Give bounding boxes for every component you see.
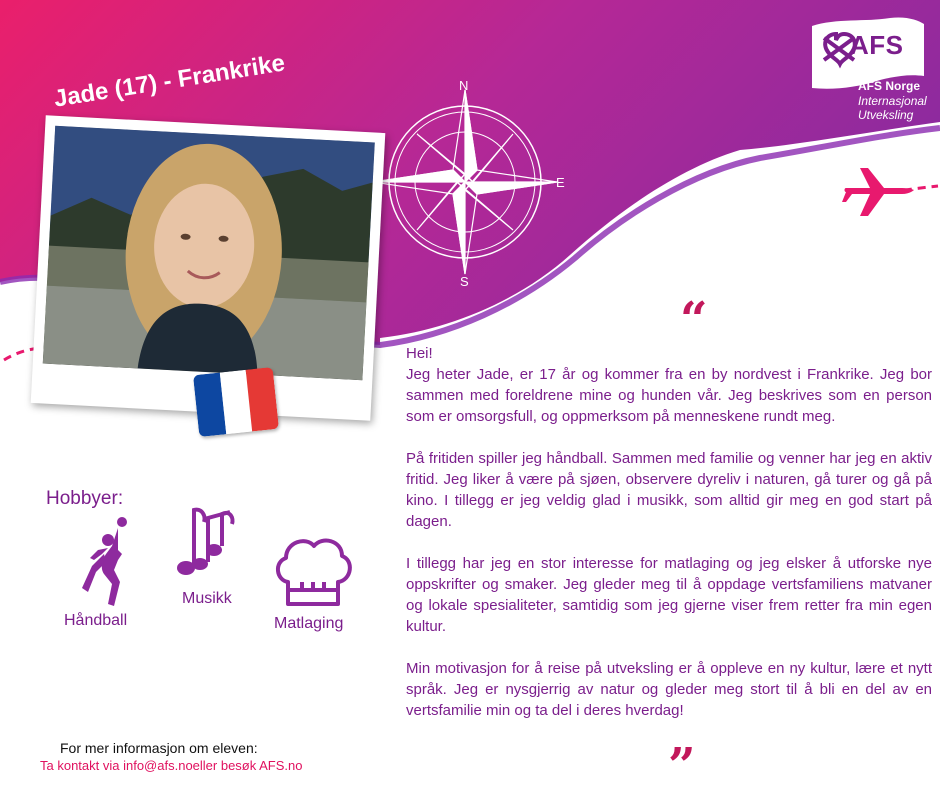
bio-greeting: Hei! [406, 345, 433, 362]
contact-line[interactable]: Ta kontakt via info@afs.noeller besøk AFS.no [40, 758, 303, 773]
france-flag [193, 367, 279, 437]
hobbies-title: Hobbyer: [46, 488, 124, 509]
close-quote-icon: ” [668, 738, 696, 788]
org-subtitle: Internasjonal Utveksling [858, 94, 927, 122]
chef-hat-icon [272, 532, 354, 610]
student-bio [406, 343, 932, 721]
bio-paragraph-2: På fritiden spiller jeg håndball. Sammen med familie og venner har jeg en aktiv fritid. Jeg liker å være på sjøen, observere dyreliv i naturen, gå turer og gå på kino. I tillegg er jeg veldig glad i musikk, som alltid gir meg en god start på dagen. [406, 450, 932, 530]
student-photo [43, 126, 375, 380]
bio-paragraph-1 [406, 343, 932, 427]
logo-wordmark: AFS [850, 30, 904, 60]
hobby-label-music: Musikk [182, 590, 232, 607]
org-name: AFS Norge [858, 79, 921, 93]
handball-player-icon [78, 514, 136, 612]
compass-rose-icon [360, 72, 570, 292]
contact-title: For mer informasjon om eleven: [60, 740, 258, 756]
compass-north: N [459, 78, 469, 93]
music-notes-icon [172, 500, 240, 582]
hobby-label-cooking: Matlaging [274, 615, 344, 632]
compass-south: S [460, 274, 469, 289]
open-quote-icon: “ [680, 292, 708, 348]
portrait-illustration [43, 126, 375, 380]
hobby-label-handball: Håndball [64, 612, 128, 629]
bio-paragraph-4: Min motivasjon for å reise på utveksling er å oppleve en ny kultur, lære et nytt språk. Jeg er nysgjerrig av natur og gleder meg stort til å bli en del av en vertsfamilie min og ta del i deres hverdag! [406, 660, 932, 719]
airplane-icon [840, 162, 916, 224]
bio-paragraph-3: I tillegg har jeg en stor interesse for matlaging og jeg elsker å utforske nye oppskrifter og smaker. Jeg gleder meg til å oppdage vertsfamiliens matvaner og lokale spesialiteter, samtidig som jeg gjerne viser frem retter fra min egen kultur. [406, 555, 932, 635]
bio-text-1: Jeg heter Jade, er 17 år og kommer fra en by nordvest i Frankrike. Jeg bor sammen med foreldrene mine og hunden vår. Jeg beskrives som en person som er omsorgsfull, og oppmerksom på menneskene rundt meg. [406, 366, 932, 425]
compass-east: E [556, 175, 565, 190]
student-title: Jade (17) - Frankrike [52, 49, 287, 113]
